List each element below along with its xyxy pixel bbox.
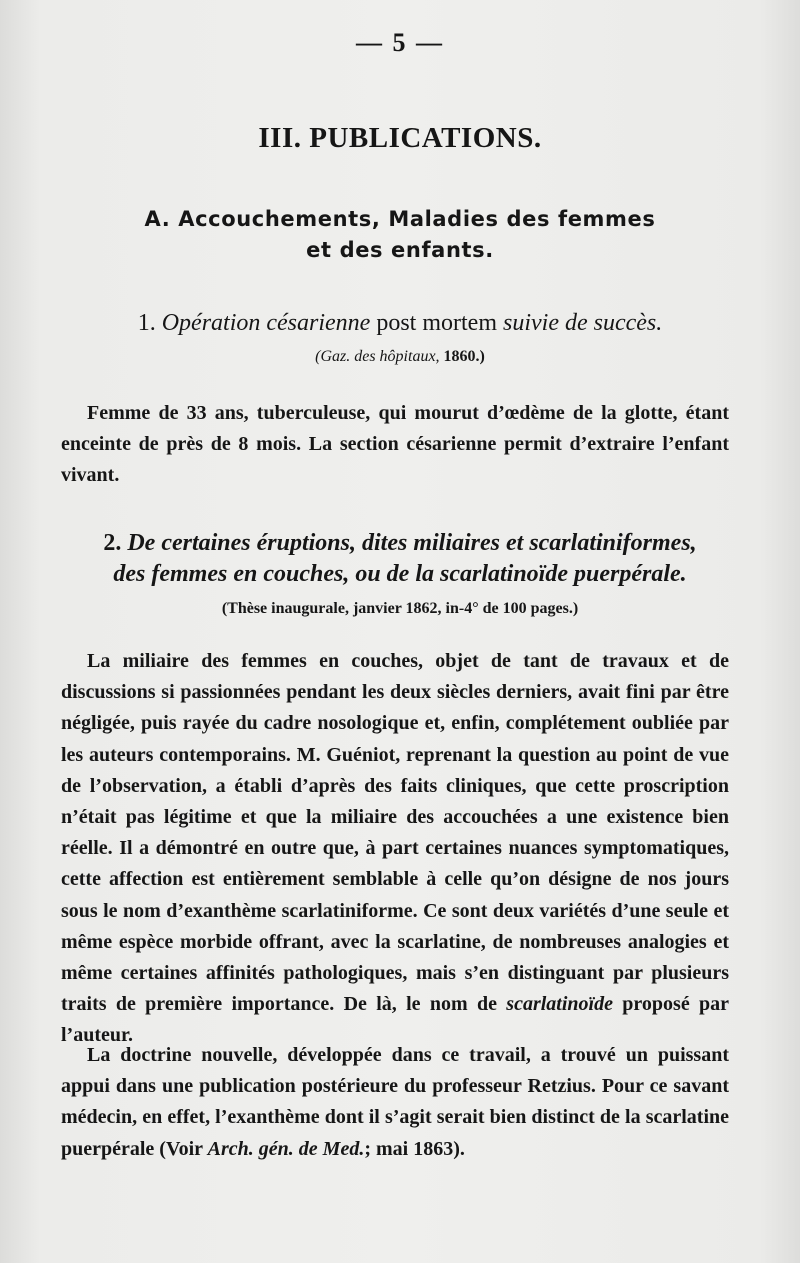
entry-2-body-2-citation: Arch. gén. de Med.	[207, 1137, 365, 1160]
entry-1-source-journal: (Gaz. des hôpitaux,	[315, 348, 440, 365]
section-title: III. PUBLICATIONS.	[258, 122, 542, 154]
entry-2-source: (Thèse inaugurale, janvier 1862, in-4° de 100 pages.)	[221, 600, 579, 617]
entry-2-body-1-term: scarlatinoïde	[506, 993, 613, 1016]
entry-2-body-paragraph-1	[61, 646, 729, 1052]
entry-2-title-line-2: des femmes en couches, ou de la scarlatinoïde puerpérale.	[113, 561, 687, 587]
entry-1-source	[60, 348, 740, 366]
entry-1-source-year: 1860.)	[443, 348, 485, 365]
subsection-heading-line-1: A. Accouchements, Maladies des femmes	[144, 207, 656, 231]
entry-1-body: Femme de 33 ans, tuberculeuse, qui mourut d’œdème de la glotte, étant enceinte de près de 8 mois. La section césarienne permit d’extraire l’enfant vivant.	[61, 402, 729, 487]
entry-2-body-2-end: ; mai 1863).	[364, 1137, 465, 1160]
entry-1-title-roman: post mortem	[376, 310, 497, 336]
entry-1-title-italic-a: Opération césarienne	[161, 310, 371, 336]
entry-2-number: 2.	[103, 530, 122, 556]
entry-1-title	[60, 308, 740, 339]
entry-2-body-1-end: proposé par l’auteur.	[61, 993, 730, 1047]
entry-2-title-line-1	[60, 528, 740, 559]
entry-2-body-paragraph-2	[61, 1040, 729, 1165]
entry-1-number: 1.	[137, 310, 156, 336]
subsection-heading	[60, 204, 740, 266]
entry-2-title-text-1: De certaines éruptions, dites miliaires et scarlatiniformes,	[127, 530, 697, 556]
page-number: — 5 —	[356, 28, 444, 57]
entry-2-title	[60, 528, 740, 590]
subsection-heading-line-2: et des enfants.	[306, 238, 494, 262]
entry-1-title-italic-b: suivie de succès.	[503, 310, 663, 336]
entry-2-body-1-text: La miliaire des femmes en couches, objet de tant de travaux et de discussions si passionnées pendant les deux siècles derniers, avait fini par être négligée, puis rayée du cadre nosologique et, enfin, complétement oubliée par les auteurs contemporains. M. Guéniot, reprenant la question au point de vue de l’observation, a établi d’après des faits cliniques, que cette proscription n’était pas légitime et que la miliaire des accouchées a une existence bien réelle. Il a démontré en outre que, à part certaines nuances symptomatiques, cette affection est entièrement semblable à celle qu’on désigne de nos jours sous le nom d’exanthème scarlatiniforme. Ce sont deux variétés d’une seule et même espèce morbide offrant, avec la scarlatine, de nombreuses analogies et même certaines affinités pathologiques, mais s’en distinguant par plusieurs traits de première importance. De là, le nom de	[61, 650, 729, 1016]
entry-2-body-2-text: La doctrine nouvelle, développée dans ce travail, a trouvé un puissant appui dans une publication postérieure du professeur Retzius. Pour ce savant médecin, en effet, l’exanthème dont il s’agit serait bien distinct de la scarlatine puerpérale (Voir	[61, 1044, 729, 1160]
